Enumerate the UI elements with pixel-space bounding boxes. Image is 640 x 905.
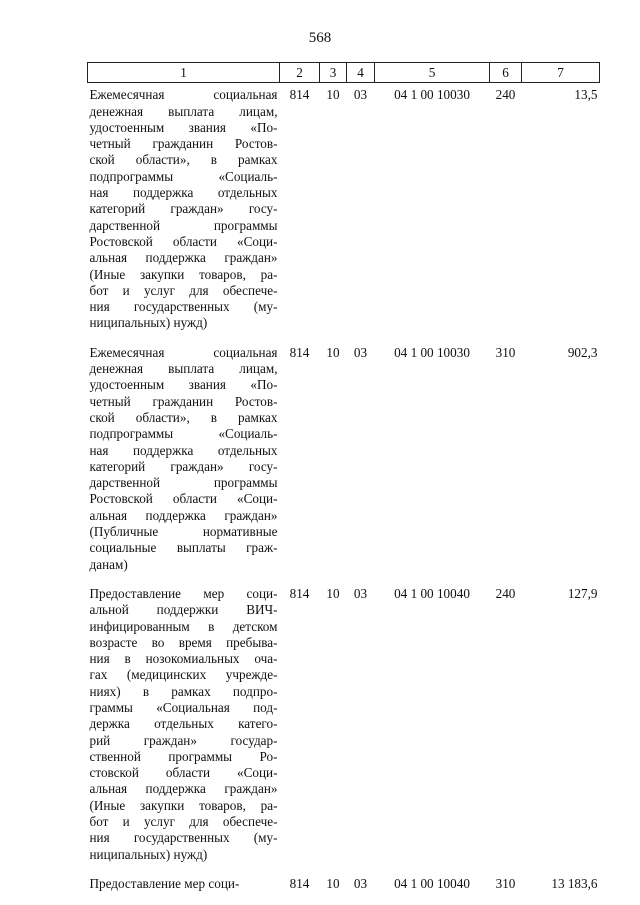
target-article-code: 04 1 00 10040 [394, 875, 470, 891]
amount: 902,3 [567, 344, 598, 360]
description-line: ная поддержка отдельных [89, 185, 278, 201]
expense-description [88, 341, 280, 582]
description-line: подпрограммы «Социаль- [89, 168, 278, 184]
description-line: ниципальных) нужд) [89, 315, 208, 331]
table-row [88, 341, 600, 582]
description-line: категорий граждан» госу- [89, 458, 278, 474]
header-cell: 6 [490, 63, 522, 83]
expense-type-code: 310 [495, 875, 516, 891]
subsection-code: 03 [353, 87, 368, 103]
description-line: рий граждан» государ- [89, 732, 278, 748]
amount: 13,5 [574, 87, 598, 103]
header-cell: 7 [522, 63, 600, 83]
description-line: бот и услуг для обеспече- [89, 814, 278, 830]
description-line: ниях) в рамках подпро- [89, 683, 278, 699]
description-line: дарственной программы [89, 475, 278, 491]
budget-table [87, 62, 600, 901]
header-cell: 2 [280, 63, 320, 83]
table-row [88, 582, 600, 872]
expense-type-code: 310 [495, 344, 516, 360]
description-line: четный гражданин Ростов- [89, 393, 278, 409]
target-article-code: 04 1 00 10030 [394, 87, 470, 103]
description-line: ской области», в рамках [89, 409, 278, 425]
description-line: дарственной программы [89, 217, 278, 233]
table-row [88, 872, 600, 901]
page-number: 568 [308, 30, 332, 46]
header-cell: 5 [375, 63, 490, 83]
description-line: граммы «Социальная под- [89, 699, 278, 715]
amount: 127,9 [567, 585, 598, 601]
description-line: Предоставление мер соци- [89, 585, 278, 601]
description-line: Ежемесячная социальная [89, 87, 278, 103]
header-cell: 1 [88, 63, 280, 83]
description-line: альная поддержка граждан» [89, 250, 278, 266]
ministry-code: 814 [289, 87, 310, 103]
target-article-code: 04 1 00 10040 [394, 585, 470, 601]
description-line: данам) [89, 556, 128, 572]
target-article-code: 04 1 00 10030 [394, 344, 470, 360]
header-cell: 3 [320, 63, 347, 83]
description-line: держка отдельных катего- [89, 716, 278, 732]
description-line: (Иные закупки товаров, ра- [89, 266, 278, 282]
subsection-code: 03 [353, 875, 368, 891]
description-line: Предоставление мер соци- [89, 875, 240, 891]
description-line: ственной программы Ро- [89, 748, 278, 764]
section-code: 10 [326, 585, 340, 601]
description-line: стовской области «Соци- [89, 765, 278, 781]
column-number-header [88, 63, 600, 83]
description-line: четный гражданин Ростов- [89, 136, 278, 152]
ministry-code: 814 [289, 585, 310, 601]
expense-description [88, 83, 280, 341]
description-line: социальные выплаты граж- [89, 540, 278, 556]
description-line: ниципальных) нужд) [89, 846, 208, 862]
ministry-code: 814 [289, 875, 310, 891]
description-line: альная поддержка граждан» [89, 781, 278, 797]
description-line: ная поддержка отдельных [89, 442, 278, 458]
section-code: 10 [326, 87, 340, 103]
description-line: удостоенным звания «По- [89, 377, 278, 393]
description-line: гах (медицинских учрежде- [89, 667, 278, 683]
description-line: категорий граждан» госу- [89, 201, 278, 217]
expense-type-code: 240 [495, 87, 516, 103]
ministry-code: 814 [289, 344, 310, 360]
description-line: альная поддержка граждан» [89, 507, 278, 523]
description-line: ской области», в рамках [89, 152, 278, 168]
description-line: (Публичные нормативные [89, 524, 278, 540]
expense-description [88, 872, 280, 901]
description-line: (Иные закупки товаров, ра- [89, 797, 278, 813]
subsection-code: 03 [353, 585, 368, 601]
description-line: бот и услуг для обеспече- [89, 282, 278, 298]
description-line: денежная выплата лицам, [89, 361, 278, 377]
table-row [88, 83, 600, 341]
expense-description [88, 582, 280, 872]
description-line: ния в нозокомиальных оча- [89, 651, 278, 667]
description-line: альной поддержки ВИЧ- [89, 602, 278, 618]
expense-type-code: 240 [495, 585, 516, 601]
description-line: подпрограммы «Социаль- [89, 426, 278, 442]
section-code: 10 [326, 875, 340, 891]
description-line: удостоенным звания «По- [89, 119, 278, 135]
amount: 13 183,6 [551, 875, 598, 891]
description-line: денежная выплата лицам, [89, 103, 278, 119]
description-line: ния государственных (му- [89, 830, 278, 846]
subsection-code: 03 [353, 344, 368, 360]
section-code: 10 [326, 344, 340, 360]
description-line: ния государственных (му- [89, 299, 278, 315]
description-line: возрасте во время пребыва- [89, 634, 278, 650]
description-line: Ростовской области «Соци- [89, 491, 278, 507]
description-line: Ростовской области «Соци- [89, 233, 278, 249]
header-cell: 4 [347, 63, 375, 83]
description-line: инфицированным в детском [89, 618, 278, 634]
description-line: Ежемесячная социальная [89, 344, 278, 360]
